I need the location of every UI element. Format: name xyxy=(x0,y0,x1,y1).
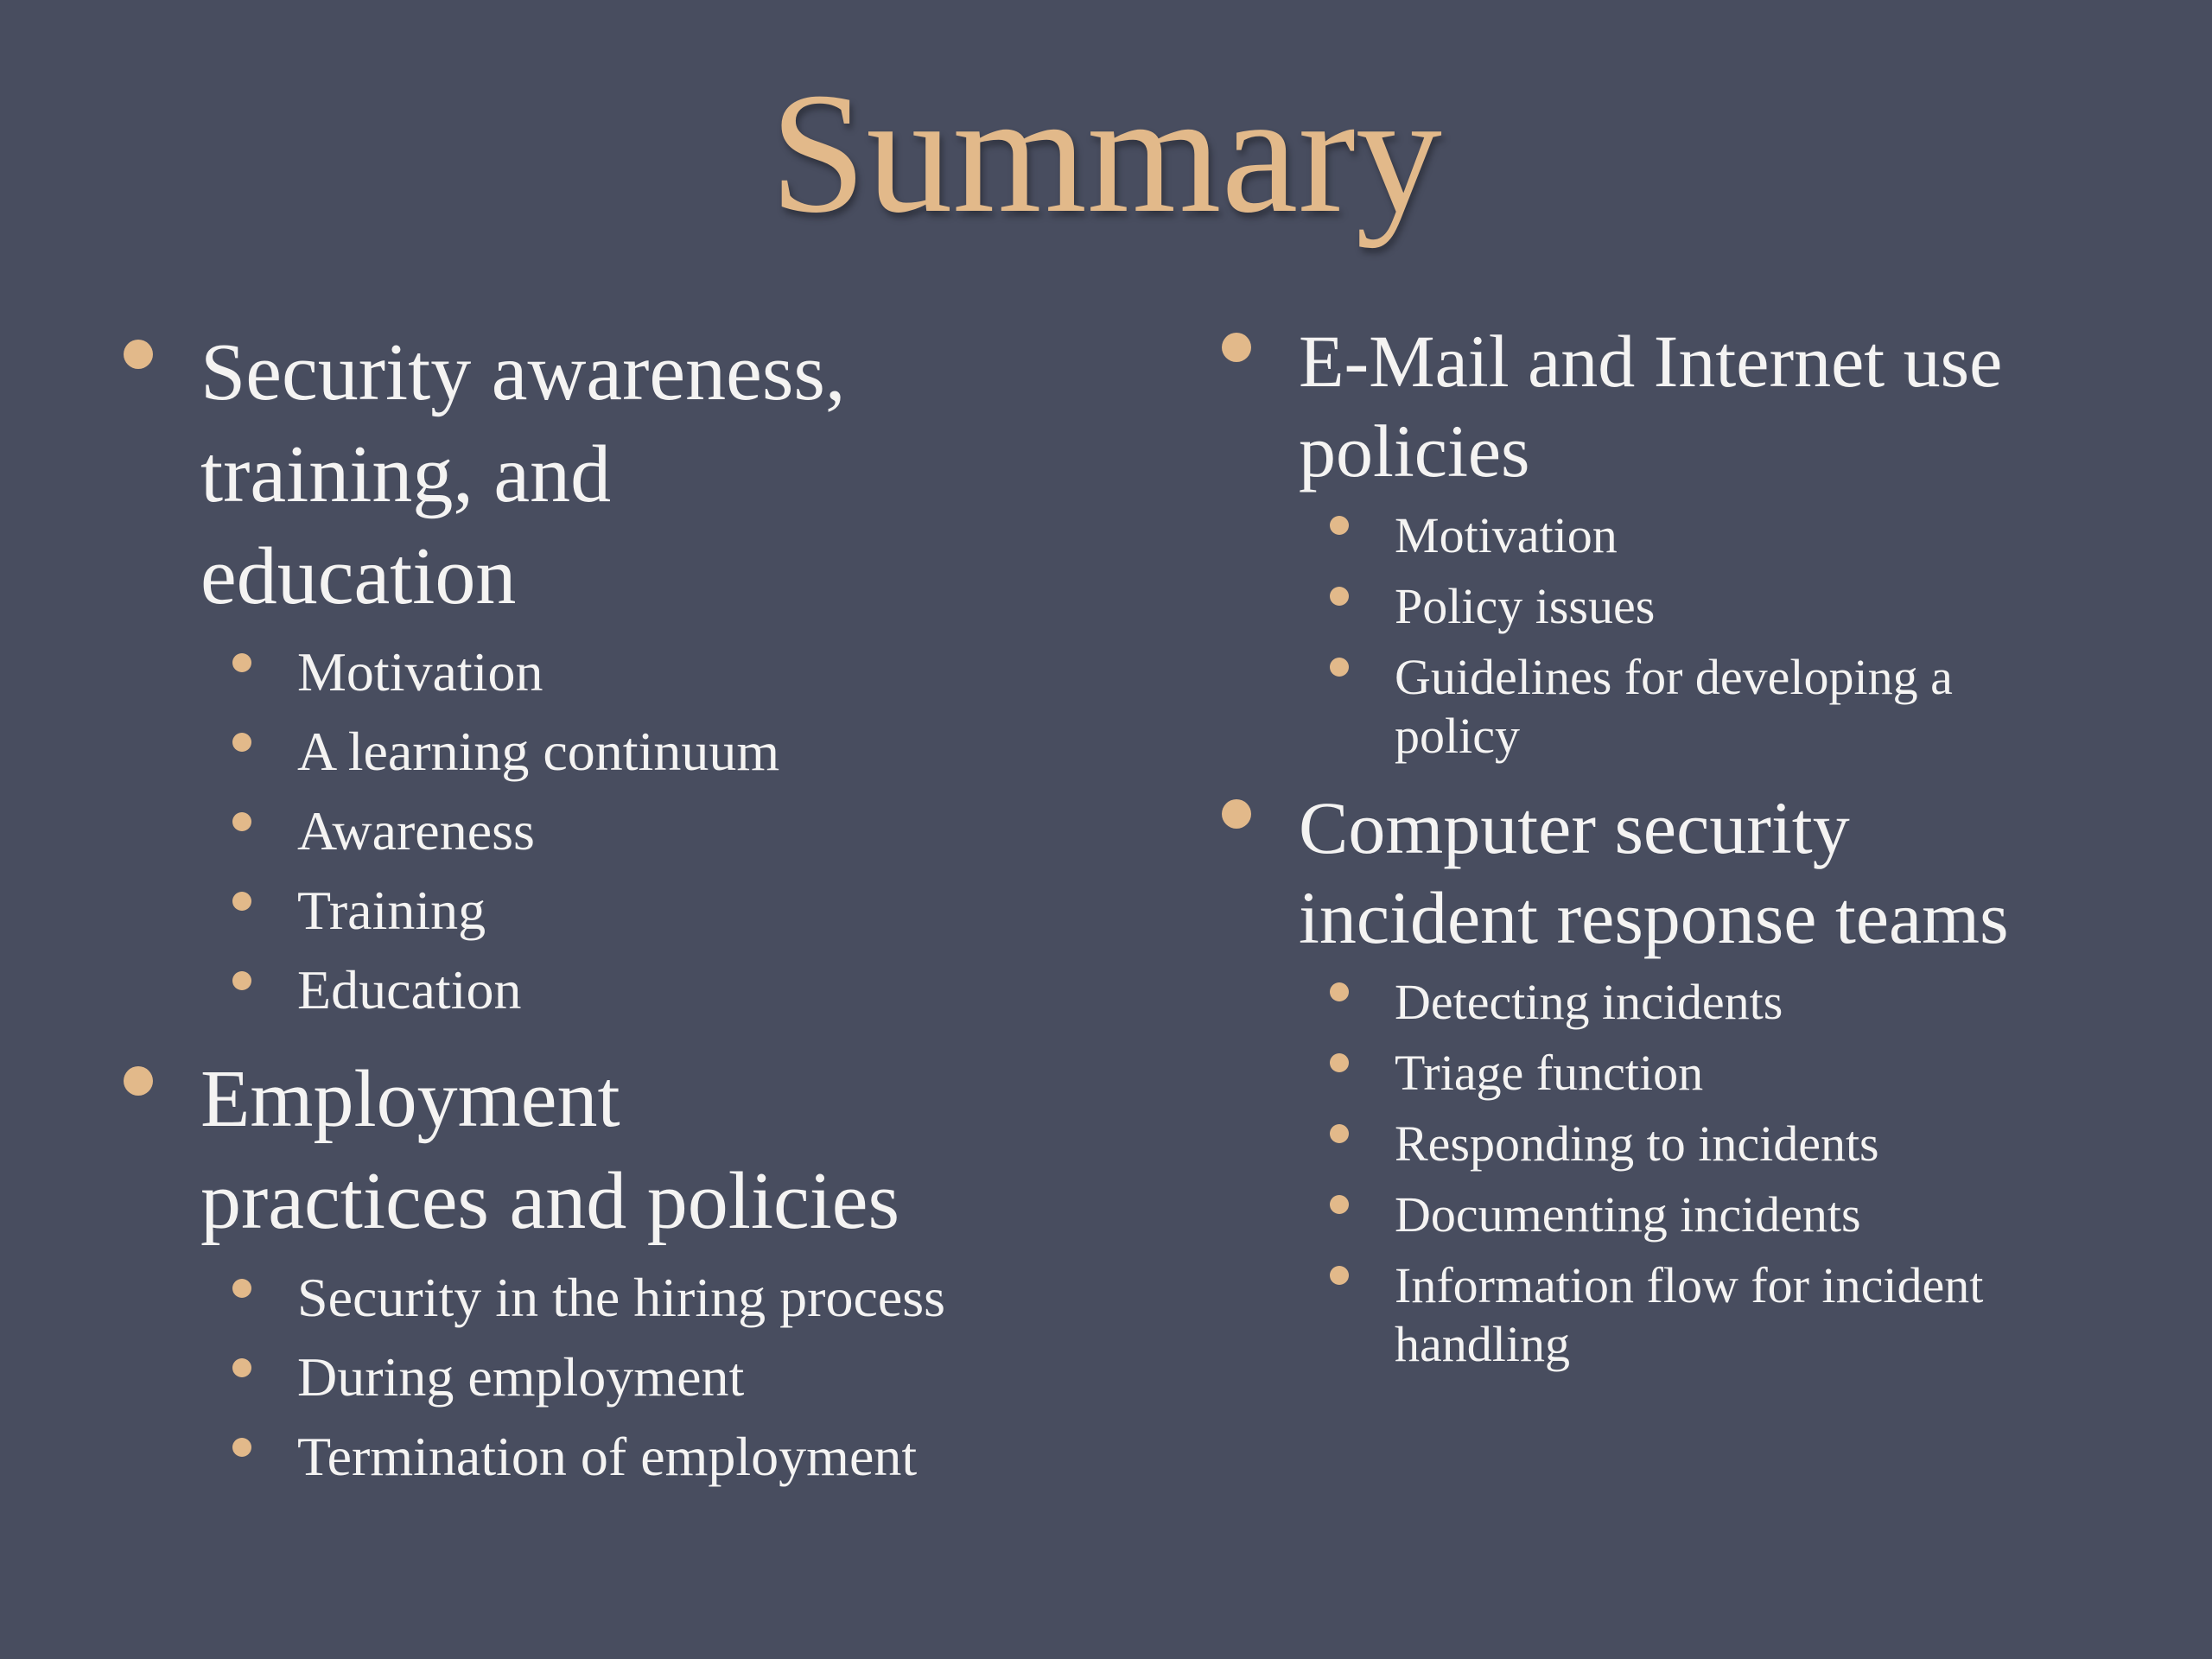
subbullet-text-line: Information flow for incident xyxy=(1395,1257,1984,1313)
bullet-icon xyxy=(1330,658,1349,677)
bullet-icon xyxy=(232,733,251,752)
bullet-icon xyxy=(1330,1053,1349,1072)
bullet-icon xyxy=(1222,799,1251,829)
bullet-icon xyxy=(232,653,251,672)
subbullet-text: During employment xyxy=(297,1346,745,1408)
subbullet-text-line: Guidelines for developing a xyxy=(1395,649,1953,705)
subbullet-motivation xyxy=(297,642,543,702)
subbullet-hiring-process xyxy=(297,1268,945,1328)
bullet-text-line: policies xyxy=(1299,410,1530,493)
subbullet-detecting-incidents xyxy=(1395,973,1783,1032)
bullet-icon xyxy=(1330,1266,1349,1285)
subbullet-text-line: policy xyxy=(1395,708,1520,764)
bullet-text-line: training, and xyxy=(200,429,612,519)
subbullet-text: Detecting incidents xyxy=(1395,974,1783,1030)
subbullet-text: Motivation xyxy=(1395,507,1618,563)
subbullet-responding-incidents xyxy=(1395,1115,1879,1173)
subbullet-text: Training xyxy=(297,880,486,941)
bullet-text-line: education xyxy=(200,531,517,621)
bullet-icon xyxy=(232,892,251,911)
subbullet-text: Termination of employment xyxy=(297,1426,918,1487)
bullet-icon xyxy=(124,1066,153,1096)
subbullet-awareness xyxy=(297,801,535,861)
subbullet-text: Triage function xyxy=(1395,1045,1704,1101)
bullet-text-line: practices and policies xyxy=(200,1156,900,1246)
bullet-icon xyxy=(1222,333,1251,362)
subbullet-termination xyxy=(297,1427,917,1487)
bullet-text-line: incident response teams xyxy=(1299,876,2009,959)
bullet-text-line: E-Mail and Internet use xyxy=(1299,320,2003,403)
subbullet-text: Motivation xyxy=(297,641,543,702)
bullet-icon xyxy=(1330,1195,1349,1214)
bullet-icon xyxy=(1330,516,1349,535)
subbullet-text: A learning continuum xyxy=(297,721,780,782)
bullet-icon xyxy=(124,340,153,369)
subbullet-triage-function xyxy=(1395,1044,1703,1103)
bullet-icon xyxy=(1330,587,1349,606)
bullet-text-line: Computer security xyxy=(1299,786,1850,869)
bullet-employment-practices xyxy=(200,1048,899,1252)
subbullet-motivation xyxy=(1395,506,1618,565)
bullet-icon xyxy=(232,1279,251,1298)
slide-title: Summary xyxy=(770,58,1442,249)
bullet-icon xyxy=(1330,1124,1349,1143)
subbullet-text: Education xyxy=(297,959,522,1020)
subbullet-training xyxy=(297,880,486,941)
bullet-security-awareness xyxy=(200,321,846,627)
subbullet-policy-issues xyxy=(1395,577,1655,636)
subbullet-text-line: handling xyxy=(1395,1316,1570,1372)
bullet-icon xyxy=(232,1438,251,1457)
bullet-icon xyxy=(232,812,251,831)
subbullet-text: Security in the hiring process xyxy=(297,1267,946,1328)
subbullet-information-flow xyxy=(1395,1256,1983,1374)
bullet-email-internet-policies xyxy=(1299,316,2002,496)
bullet-text-line: Security awareness, xyxy=(200,327,846,417)
subbullet-text: Awareness xyxy=(297,800,535,861)
bullet-icon xyxy=(232,1358,251,1377)
bullet-icon xyxy=(232,971,251,990)
subbullet-education xyxy=(297,960,521,1020)
subbullet-during-employment xyxy=(297,1347,744,1408)
bullet-icon xyxy=(1330,982,1349,1001)
subbullet-guidelines xyxy=(1395,648,1953,766)
subbullet-documenting-incidents xyxy=(1395,1185,1861,1244)
bullet-text-line: Employment xyxy=(200,1054,620,1144)
subbullet-learning-continuum xyxy=(297,721,779,782)
subbullet-text: Documenting incidents xyxy=(1395,1186,1861,1243)
subbullet-text: Responding to incidents xyxy=(1395,1116,1879,1172)
bullet-incident-response-teams xyxy=(1299,783,2009,963)
subbullet-text: Policy issues xyxy=(1395,578,1656,634)
